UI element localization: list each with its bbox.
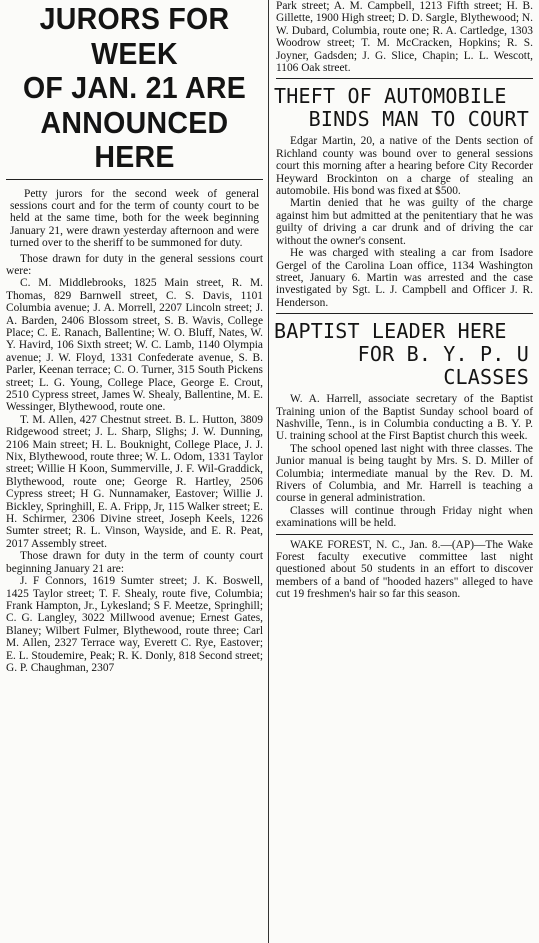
section-rule-2 [276,313,533,314]
section-rule-3 [276,534,533,535]
headline-rule [6,179,263,180]
right-column [274,0,535,943]
baptist-headline-line-1: BAPTIST LEADER HERE [274,319,507,344]
baptist-headline [274,320,535,389]
jurors-lede: Petty jurors for the second week of general sessions court and for the term of county court to be held at the same time, both for the week beginning January 21, were drawn yesterday afternoon and were turned over to the sheriff to be summoned for duty. [10,187,259,250]
baptist-para-1: W. A. Harrell, associate secretary of the Baptist Training union of the Baptist Sunday school board of Nashville, Tenn., is in Columbia conducting a B. Y. P. U. training school at the First Baptist church this week. [276,393,533,443]
jurors-headline-line-2: OF JAN. 21 ARE [22,70,247,105]
jurors-headline-line-3: ANNOUNCED HERE [40,104,229,174]
baptist-para-2: The school opened last night with three classes. The Junior manual is being taught by Mrs. S. D. Miller of Columbia; intermediate manual by the Rev. D. M. Rivers of Columbia, and Mr. Harrell is teaching a course in general administration. [276,442,533,505]
jurors-headline-line-1: JURORS FOR WEEK [39,1,230,71]
baptist-para-3: Classes will continue through Friday night when examinations will be held. [276,504,533,530]
theft-para-3: He was charged with stealing a car from Isadore Gergel of the Carolina Loan office, 1134 Washington street, January 6. Martin was arrested and the case investigated by Sgt. L. J. Campbell and Officer J. R. Henderson. [276,247,533,309]
theft-headline [274,85,535,131]
wake-forest-item: WAKE FOREST, N. C., Jan. 8.—(AP)—The Wake Forest faculty executive committee last night questioned about 50 students in an effort to discover members of a band of "hooded hazers" alleged to have cut 19 freshmen's hair so far this season. [276,538,533,601]
theft-para-1: Edgar Martin, 20, a native of the Dents section of Richland county was bound over to general sessions court this morning after a hearing before City Recorder Heyward Brockinton on a charge of stealing an automobile. His bond was fixed at $500. [276,135,533,198]
jurors-para-5: J. F Connors, 1619 Sumter street; J. K. Boswell, 1425 Taylor street; T. F. Shealy, route five, Columbia; Frank Hampton, Jr., Lykesland; S F. Meetze, Springhill; C. G. Langley, 3022 Millwood avenue; Ernest Gates, Blaney; Wilbert Fulmer, Blythewood, route three; Carl M. Allen, 2327 Terrace way, Everett C. Rye, Eastover; E. L. Stoudemire, Peak; R. K. Donly, 818 Second street; G. P. Chaughman, 2307 [6,575,263,674]
baptist-headline-line-2: FOR B. Y. P. U CLASSES [357,342,529,390]
column-rule [268,0,269,943]
section-rule-1 [276,78,533,79]
jurors-headline [14,2,254,175]
jurors-continued: Park street; A. M. Campbell, 1213 Fifth street; H. B. Gillette, 1900 High street; D. D. Sargle, Blythewood; N. W. Dubard, Columbia, route one; R. A. Cartledge, 1303 Woodrow street; T. M. McCracken, Hopkins; R. S. Joyner, Gadsden; J. G. Slice, Chapin; L. L. Wescott, 1106 Oak street. [276,0,533,75]
theft-headline-line-1: THEFT OF AUTOMOBILE [274,84,507,109]
theft-para-2: Martin denied that he was guilty of the charge against him but admitted at the penitentiary that he was guilty of driving a car drunk and of driving the car without the owner's consent. [276,197,533,247]
jurors-para-4: Those drawn for duty in the term of county court beginning January 21 are: [6,550,263,575]
jurors-para-3: T. M. Allen, 427 Chestnut street. B. L. Hutton, 3809 Ridgewood street; J. L. Sharp, Slighs; J. W. Dunning, 2106 Main street; H. L. Bouknight, College Place, J. J. Nix, Blythewood, route three; W. L. Odom, 1331 Taylor street; Willie H Koon, Summerville, J. F. Wil-Graddick, Blythewood, route one; George R. Hartley, 2506 Cypress street; H G. Nunnamaker, Eastover; Willie J. Bickley, Springhill, E. A. Fripp, Jr, 115 Walker street; E. H. Schirmer, 2306 Divine street, Joseph Keels, 1226 Sumter street; R. L. Vinson, Wayside, and E. R. Peat, 2017 Assembly street. [6,413,263,550]
jurors-para-1: Those drawn for duty in the general sessions court were: [6,252,263,277]
theft-headline-line-2: BINDS MAN TO COURT [308,107,529,132]
left-column [4,0,265,943]
jurors-para-2: C. M. Middlebrooks, 1825 Main street, R. M. Thomas, 829 Barnwell street, C. S. Davis, 1101 Columbia avenue; J. A. Morrell, 2207 Lincoln street; J. A. Barden, 2406 Blossom street, S. B. Wavis, College Place; C. E. Ranach, Ballentine; W. O. Bluff, Nates, W. Y. Havird, 106 Sixth street; W. C. Lamb, 1140 Olympia avenue; J. W. Floyd, 1331 Confederate avenue, S. B. Parler, Keenan terrace; C. O. Turner, 315 South Pickens street; L. G. Young, College Place, George E. Crout, 2510 Cypress street, James W. Shealy, Ballentine, M. E. Wessinger, Blythewood, route one. [6,277,263,414]
